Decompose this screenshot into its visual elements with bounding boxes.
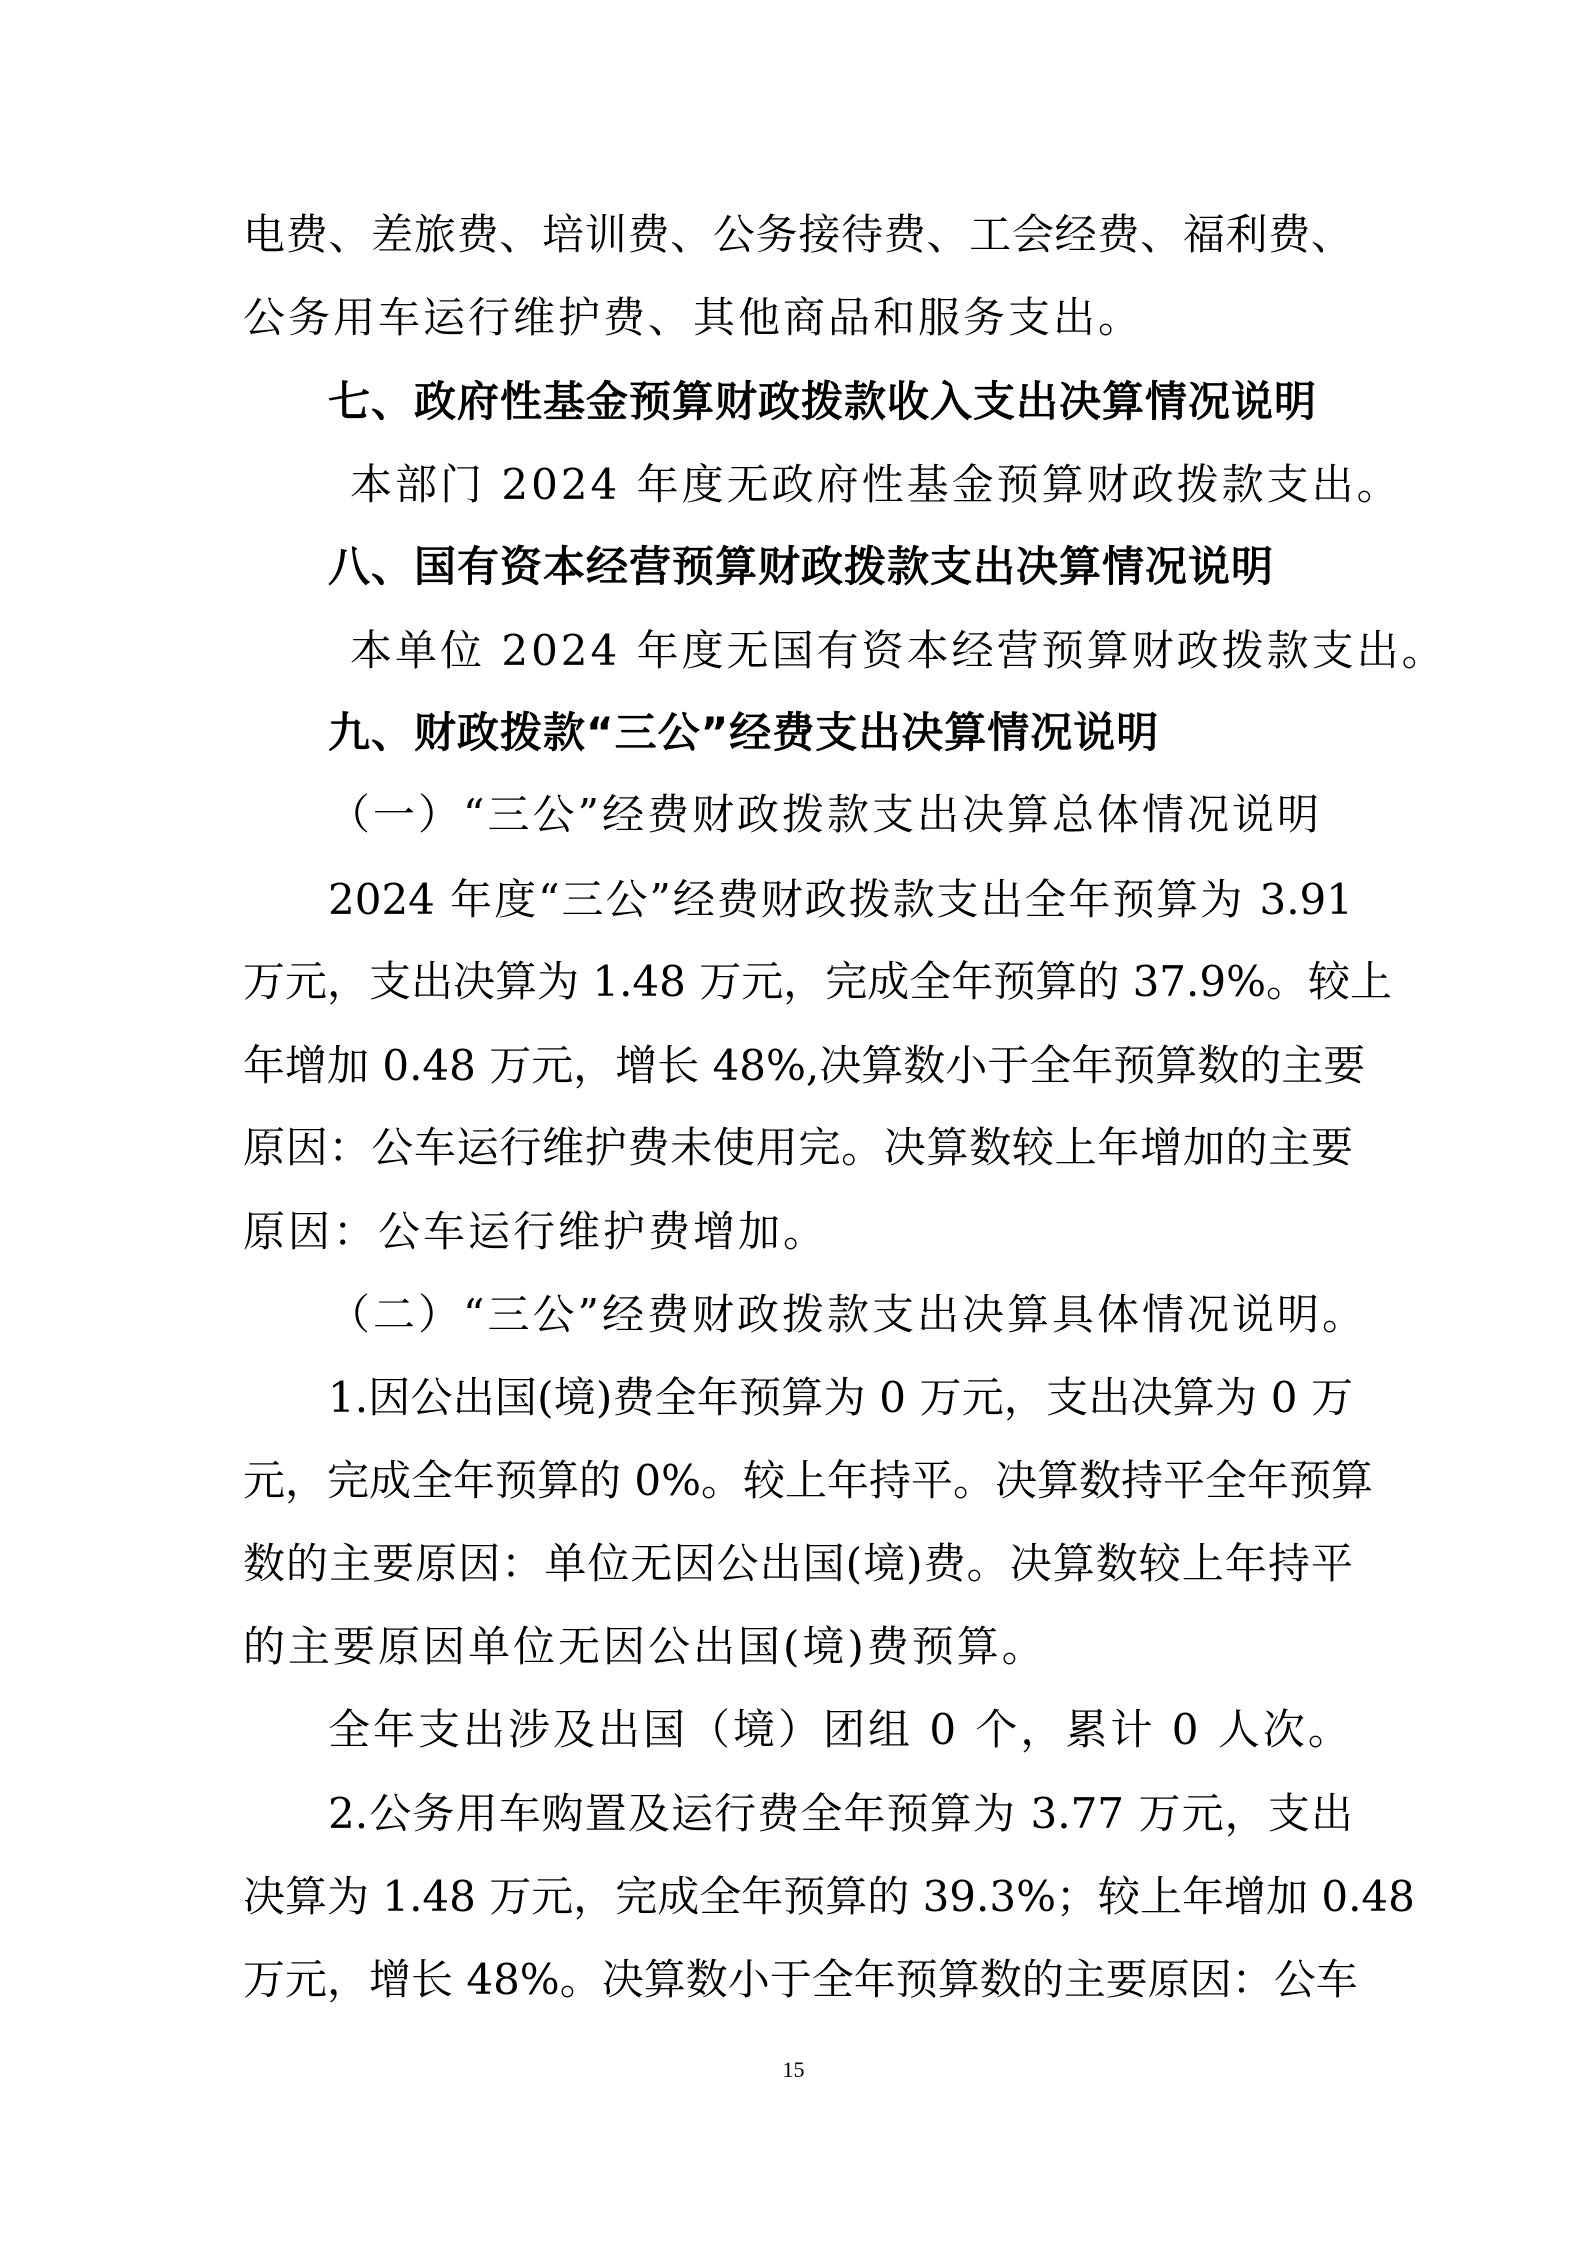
body-text-line: 原因：公车运行维护费未使用完。决算数较上年增加的主要 xyxy=(243,1123,1353,1172)
body-text-line: 年增加 0.48 万元，增长 48%,决算数小于全年预算数的主要 xyxy=(243,1041,1366,1090)
body-text-line: 2024 年度“三公”经费财政拨款支出全年预算为 3.91 xyxy=(328,875,1353,924)
body-text-line: 元，完成全年预算的 0%。较上年持平。决算数持平全年预算 xyxy=(243,1456,1373,1505)
body-text-line: 数的主要原因：单位无因公出国(境)费。决算数较上年持平 xyxy=(243,1539,1353,1588)
subsection-heading-2: （二）“三公”经费财政拨款支出决算具体情况说明。 xyxy=(328,1290,1367,1339)
body-text-line: 原因：公车运行维护费增加。 xyxy=(243,1207,829,1256)
page-number: 15 xyxy=(782,2057,805,2082)
section-heading-7: 七、政府性基金预算财政拨款收入支出决算情况说明 xyxy=(328,377,1318,426)
body-text-line: 本单位 2024 年度无国有资本经营预算财政拨款支出。 xyxy=(350,626,1447,675)
body-text-line: 万元，支出决算为 1.48 万元，完成全年预算的 37.9%。较上 xyxy=(243,957,1392,1006)
section-heading-8: 八、国有资本经营预算财政拨款支出决算情况说明 xyxy=(328,542,1275,591)
body-text-line: 全年支出涉及出国（境）团组 0 个，累计 0 人次。 xyxy=(328,1705,1353,1754)
body-text-line: 2.公务用车购置及运行费全年预算为 3.77 万元，支出 xyxy=(328,1789,1353,1838)
body-text-line: 决算为 1.48 万元，完成全年预算的 39.3%；较上年增加 0.48 xyxy=(243,1872,1415,1921)
body-text-line: 电费、差旅费、培训费、公务接待费、工会经费、福利费、 xyxy=(243,210,1353,259)
subsection-heading-1: （一）“三公”经费财政拨款支出决算总体情况说明 xyxy=(328,790,1322,839)
body-text-line: 公务用车运行维护费、其他商品和服务支出。 xyxy=(243,293,1144,342)
body-text-line: 本部门 2024 年度无政府性基金预算财政拨款支出。 xyxy=(350,460,1402,509)
section-heading-9: 九、财政拨款“三公”经费支出决算情况说明 xyxy=(328,708,1160,757)
body-text-line: 的主要原因单位无因公出国(境)费预算。 xyxy=(243,1622,1047,1671)
body-text-line: 1.因公出国(境)费全年预算为 0 万元，支出决算为 0 万 xyxy=(328,1373,1353,1422)
body-text-line: 万元，增长 48%。决算数小于全年预算数的主要原因：公车 xyxy=(243,1955,1358,2004)
